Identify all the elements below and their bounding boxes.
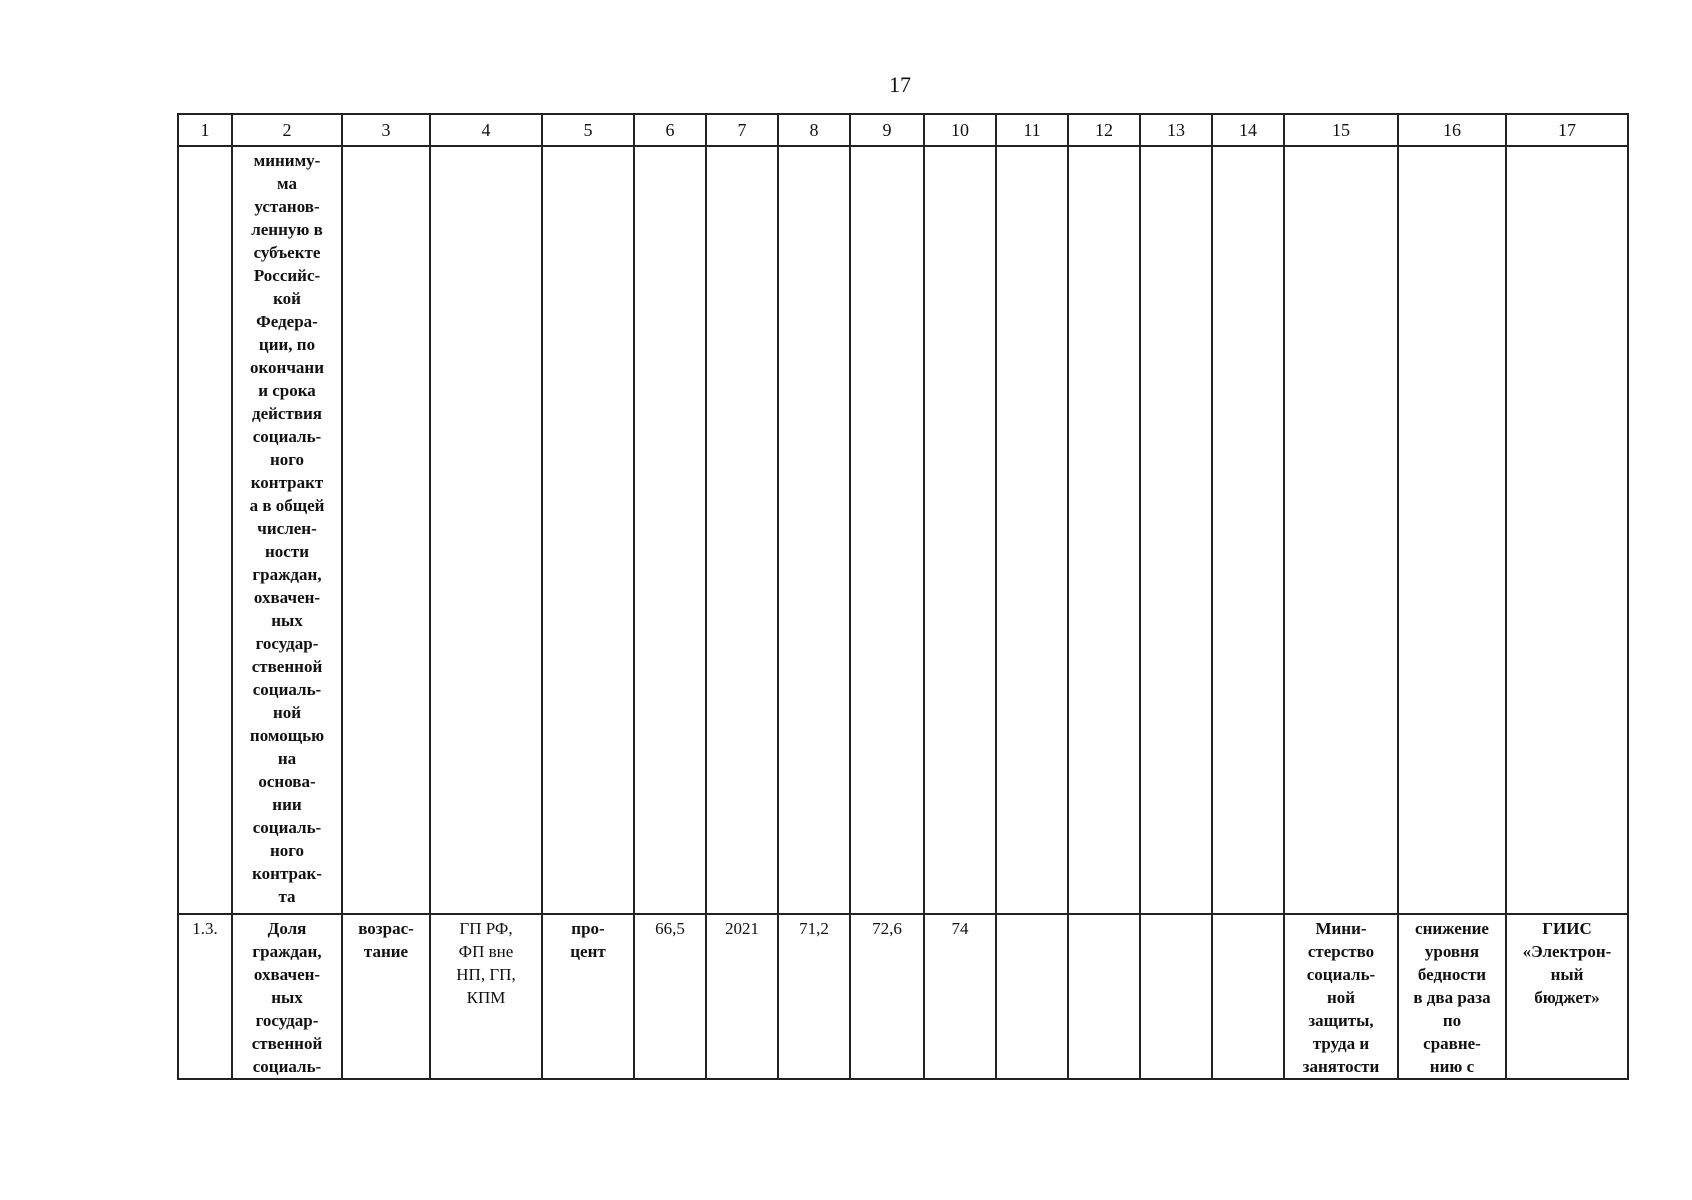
header-cell: 10 <box>924 114 996 146</box>
table-cell <box>1284 146 1398 914</box>
cell-line: ленную в <box>251 220 323 239</box>
value-cell <box>1068 914 1140 1079</box>
cell-line: та <box>278 887 296 906</box>
cell-line: ных <box>271 611 303 630</box>
cell-line: ных <box>271 988 303 1007</box>
cell-line: миниму- <box>253 151 321 170</box>
header-cell: 3 <box>342 114 430 146</box>
table-cell <box>778 146 850 914</box>
cell-line: 72,6 <box>872 919 902 938</box>
cell-line: субъекте <box>253 243 321 262</box>
cell-line: про- <box>571 919 605 938</box>
header-cell: 14 <box>1212 114 1284 146</box>
header-cell: 6 <box>634 114 706 146</box>
indicator-level-cell <box>430 914 542 1079</box>
table-cell <box>1506 146 1628 914</box>
header-cell: 9 <box>850 114 924 146</box>
responsible-cell <box>1284 914 1398 1079</box>
header-cell: 2 <box>232 114 342 146</box>
cell-line: государ- <box>255 634 319 653</box>
cell-line: кой <box>273 289 301 308</box>
header-cell: 11 <box>996 114 1068 146</box>
cell-line: контракт <box>250 473 324 492</box>
cell-line: социаль- <box>252 1057 322 1076</box>
header-cell: 17 <box>1506 114 1628 146</box>
cell-line: ности <box>265 542 309 561</box>
cell-line: основа- <box>258 772 316 791</box>
cell-line: цент <box>570 942 606 961</box>
continuation-row <box>178 146 1628 914</box>
cell-line: защиты, <box>1308 1011 1374 1030</box>
cell-line: по <box>1442 1011 1462 1030</box>
cell-line: социаль- <box>1306 965 1376 984</box>
cell-line: 1.3. <box>192 919 218 938</box>
cell-line: «Электрон- <box>1522 942 1612 961</box>
cell-line: Российс- <box>253 266 321 285</box>
table-cell <box>1140 146 1212 914</box>
table-cell <box>1068 146 1140 914</box>
table-cell <box>542 146 634 914</box>
cell-line: стерство <box>1307 942 1375 961</box>
cell-line: граждан, <box>252 565 322 584</box>
cell-line: ной <box>272 703 302 722</box>
cell-line: ФП вне <box>458 942 514 961</box>
cell-line: социаль- <box>252 427 322 446</box>
cell-line: числен- <box>257 519 317 538</box>
base-value-cell <box>634 914 706 1079</box>
header-cell: 12 <box>1068 114 1140 146</box>
indicator-name-continuation-cell <box>232 146 342 914</box>
cell-line: ции, по <box>258 335 316 354</box>
value-cell <box>1140 914 1212 1079</box>
cell-line: нию с <box>1429 1057 1475 1076</box>
cell-line: возрас- <box>358 919 414 938</box>
cell-line: ГП РФ, <box>459 919 513 938</box>
cell-line: снижение <box>1415 919 1489 938</box>
header-cell: 13 <box>1140 114 1212 146</box>
cell-line: нии <box>272 795 302 814</box>
table-row-1-3 <box>178 914 1628 1079</box>
cell-line: охвачен- <box>253 588 321 607</box>
cell-line: труда и <box>1312 1034 1370 1053</box>
value-cell <box>924 914 996 1079</box>
table-cell <box>850 146 924 914</box>
cell-line: социаль- <box>252 818 322 837</box>
header-cell: 7 <box>706 114 778 146</box>
unit-cell <box>542 914 634 1079</box>
cell-line: на <box>277 749 297 768</box>
cell-line: НП, ГП, <box>456 965 516 984</box>
cell-line: а в общей <box>249 496 325 515</box>
table-cell <box>342 146 430 914</box>
cell-line: окончани <box>249 358 325 377</box>
cell-line: контрак- <box>252 864 322 883</box>
cell-line: 2021 <box>725 919 759 938</box>
table-cell <box>430 146 542 914</box>
table-cell <box>634 146 706 914</box>
table-cell <box>996 146 1068 914</box>
value-cell <box>778 914 850 1079</box>
header-cell: 8 <box>778 114 850 146</box>
cell-line: бедности <box>1417 965 1487 984</box>
cell-line: 66,5 <box>655 919 685 938</box>
table-cell <box>1212 146 1284 914</box>
cell-line: в два раза <box>1413 988 1491 1007</box>
cell-line: бюджет» <box>1534 988 1600 1007</box>
header-cell: 15 <box>1284 114 1398 146</box>
cell-line: помощью <box>249 726 325 745</box>
header-cell: 1 <box>178 114 232 146</box>
cell-line: установ- <box>254 197 320 216</box>
cell-line: ма <box>277 174 297 193</box>
header-cell: 5 <box>542 114 634 146</box>
cell-line: ный <box>1550 965 1584 984</box>
table-cell <box>706 146 778 914</box>
cell-line: действия <box>251 404 322 423</box>
cell-line: КПМ <box>466 988 506 1007</box>
cell-line: Федера- <box>256 312 318 331</box>
table-cell <box>924 146 996 914</box>
row-number-cell <box>178 914 232 1079</box>
cell-line: социаль- <box>252 680 322 699</box>
indicator-name-cell <box>232 914 342 1079</box>
cell-line: уровня <box>1424 942 1480 961</box>
cell-line: государ- <box>255 1011 319 1030</box>
value-cell <box>996 914 1068 1079</box>
cell-line: ственной <box>251 657 323 676</box>
cell-line: охвачен- <box>253 965 321 984</box>
cell-line: занятости <box>1302 1057 1380 1076</box>
cell-line: 71,2 <box>799 919 829 938</box>
header-cell: 4 <box>430 114 542 146</box>
cell-line: ГИИС <box>1542 919 1592 938</box>
cell-line: и срока <box>258 381 316 400</box>
cell-line: граждан, <box>252 942 322 961</box>
column-number-header-row <box>178 114 1628 146</box>
cell-line: Мини- <box>1315 919 1367 938</box>
page-number: 17 <box>889 72 911 97</box>
table-cell <box>1398 146 1506 914</box>
cell-line: ного <box>269 450 305 469</box>
cell-line: ного <box>269 841 305 860</box>
cell-line: сравне- <box>1423 1034 1481 1053</box>
cell-line: Доля <box>267 919 307 938</box>
cell-line: 74 <box>951 919 969 938</box>
cell-line: ной <box>1326 988 1356 1007</box>
value-cell <box>850 914 924 1079</box>
goal-link-cell <box>1398 914 1506 1079</box>
table-cell <box>178 146 232 914</box>
cell-line: ственной <box>251 1034 323 1053</box>
cell-line: тание <box>363 942 409 961</box>
trend-cell <box>342 914 430 1079</box>
indicator-table <box>177 113 1629 1080</box>
value-cell <box>1212 914 1284 1079</box>
info-system-cell <box>1506 914 1628 1079</box>
header-cell: 16 <box>1398 114 1506 146</box>
base-year-cell <box>706 914 778 1079</box>
